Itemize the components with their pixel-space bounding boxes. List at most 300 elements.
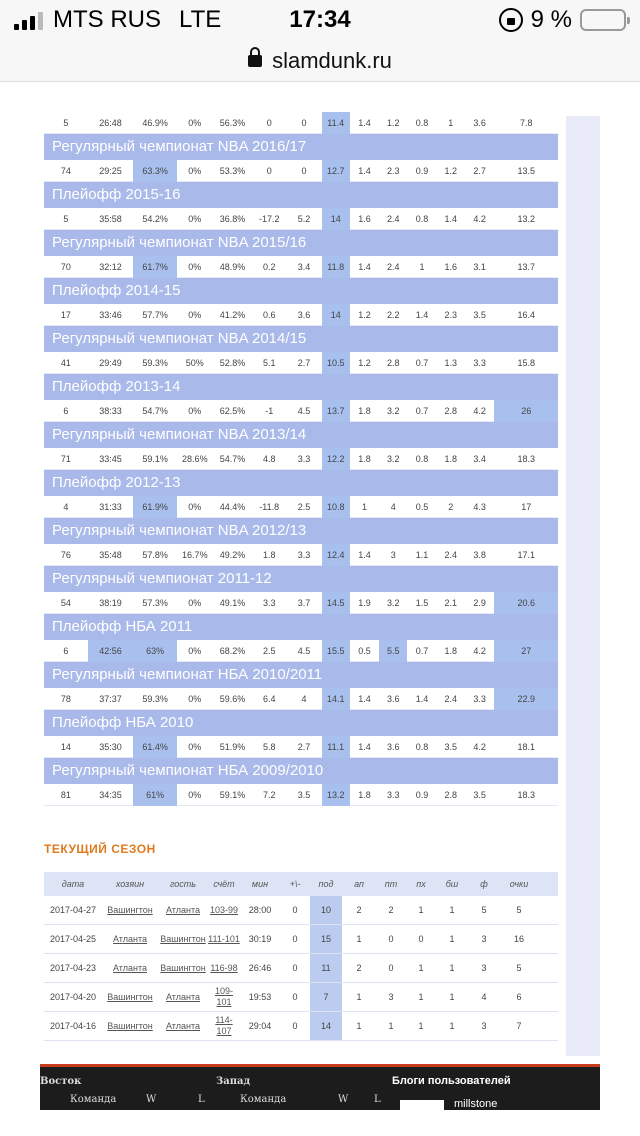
game-cell: 16: [513, 934, 524, 944]
stats-cell: 54.7%: [142, 405, 168, 416]
stats-cell: 0%: [188, 741, 202, 752]
stats-cell: 15.8: [517, 357, 535, 368]
game-cell: 11: [310, 954, 342, 982]
stats-row: [44, 160, 558, 182]
stats-cell: 29:49: [99, 357, 122, 368]
stats-cell: 7.2: [262, 789, 276, 800]
stats-cell: 11.1: [322, 736, 350, 758]
stats-cell: 4.5: [297, 645, 311, 656]
stats-cell: 32:12: [99, 261, 122, 272]
stats-cell: 1.8: [358, 789, 371, 800]
stats-cell: 7.8: [519, 117, 533, 128]
stats-cell: 54.2%: [142, 213, 168, 224]
stats-cell: 0%: [188, 117, 202, 128]
stats-cell: 1.4: [444, 213, 458, 224]
stats-cell: 0.8: [415, 117, 429, 128]
game-cell: 2: [388, 905, 394, 915]
stats-cell: 2.4: [386, 213, 400, 224]
stats-cell: 53.3%: [219, 165, 246, 176]
game-cell: 1: [418, 963, 424, 973]
stats-cell: 1.1: [415, 549, 429, 560]
stats-cell: 5.1: [262, 357, 276, 368]
stats-cell: -11.8: [259, 501, 280, 512]
column-header[interactable]: под: [318, 879, 334, 889]
game-cell: 28:00: [248, 905, 272, 915]
stats-cell: 76: [60, 549, 71, 560]
east-conference-label: Восток: [40, 1076, 82, 1087]
url-domain[interactable]: slamdunk.ru: [272, 47, 392, 73]
stats-cell: 0.5: [358, 645, 371, 656]
stats-cell: 0.7: [415, 645, 429, 656]
stats-cell: 0%: [188, 213, 202, 224]
stats-cell: 6.4: [262, 693, 276, 704]
season-header: Плейофф НБА 2010: [44, 710, 558, 736]
season-header: Плейофф 2014-15: [44, 278, 558, 304]
west-team-column: Команда: [240, 1094, 287, 1105]
west-wins-column: W: [338, 1094, 349, 1105]
game-cell: 0: [292, 963, 298, 973]
stats-cell: 16.4: [517, 309, 535, 320]
game-cell: 0: [292, 1021, 298, 1031]
stats-cell: 63%: [133, 640, 177, 662]
stats-cell: 13.7: [322, 400, 350, 422]
status-bar: [0, 0, 640, 40]
home-team-link[interactable]: Атланта: [113, 934, 147, 944]
game-cell: 14: [310, 1012, 342, 1040]
stats-cell: 33:45: [99, 453, 122, 464]
stats-cell: 2: [448, 501, 454, 512]
game-cell: 10: [310, 896, 342, 924]
home-team-link[interactable]: Вашингтон: [107, 992, 153, 1002]
game-cell: 19:53: [248, 992, 272, 1002]
stats-cell: 0.8: [415, 213, 429, 224]
stats-cell: 4: [63, 501, 69, 512]
stats-cell: 37:37: [99, 693, 122, 704]
game-cell: 0: [292, 905, 298, 915]
game-cell: 15: [310, 925, 342, 953]
stats-cell: 34:35: [99, 789, 122, 800]
stats-cell: 2.9: [473, 597, 486, 608]
stats-cell: 16.7%: [182, 549, 208, 560]
stats-cell: 61.7%: [133, 256, 177, 278]
stats-cell: 59.6%: [219, 693, 246, 704]
stats-cell: 63.3%: [133, 160, 177, 182]
stats-cell: 5: [63, 117, 69, 128]
home-team-link[interactable]: Атланта: [113, 963, 147, 973]
blog-avatar[interactable]: [400, 1100, 444, 1110]
east-team-column: Команда: [70, 1094, 117, 1105]
stats-cell: 11.8: [322, 256, 350, 278]
stats-row: [44, 784, 558, 806]
stats-cell: 3.3: [386, 789, 400, 800]
stats-cell: 4.2: [473, 213, 486, 224]
career-stats-table: [44, 112, 558, 806]
stats-cell: 2.8: [444, 405, 458, 416]
game-cell: 1: [449, 992, 455, 1002]
stats-cell: 4.2: [473, 741, 486, 752]
stats-cell: 0.7: [415, 357, 429, 368]
stats-cell: 59.3%: [142, 693, 168, 704]
column-header[interactable]: очки: [509, 879, 529, 889]
score-link[interactable]: 114-107: [215, 1015, 233, 1036]
stats-cell: 0: [301, 117, 307, 128]
stats-cell: 0: [266, 165, 272, 176]
stats-cell: 35:30: [99, 741, 122, 752]
stats-row: [44, 304, 558, 326]
stats-cell: 4.2: [473, 645, 486, 656]
stats-cell: 17.1: [517, 549, 535, 560]
game-cell: 1: [388, 1021, 394, 1031]
stats-cell: 1.2: [386, 117, 400, 128]
game-cell: 0: [388, 934, 394, 944]
game-cell: 5: [481, 905, 487, 915]
stats-cell: 1.8: [444, 645, 458, 656]
game-cell: 2: [356, 905, 362, 915]
game-cell: 5: [516, 963, 522, 973]
stats-cell: 18.1: [517, 741, 535, 752]
stats-cell: 38:33: [99, 405, 122, 416]
game-cell: 1: [356, 934, 362, 944]
stats-cell: 1.4: [358, 693, 371, 704]
stats-cell: 2.3: [386, 165, 400, 176]
url-bar[interactable]: [0, 40, 640, 82]
stats-cell: 20.6: [494, 592, 558, 614]
stats-row: [44, 544, 558, 566]
network-type: LTE: [179, 6, 222, 33]
stats-cell: 57.3%: [142, 597, 168, 608]
game-row: [44, 954, 558, 983]
user-blogs-heading[interactable]: Блоги пользователей: [392, 1075, 511, 1087]
stats-cell: 3.4: [473, 453, 486, 464]
game-row: [44, 1012, 558, 1041]
stats-cell: 13.7: [517, 261, 535, 272]
stats-cell: 13.2: [517, 213, 535, 224]
stats-row: [44, 448, 558, 470]
stats-cell: 10.8: [322, 496, 350, 518]
stats-cell: 11.4: [322, 112, 350, 134]
stats-cell: 59.1%: [219, 789, 246, 800]
stats-cell: 1.8: [444, 453, 458, 464]
stats-cell: 4.8: [262, 453, 276, 464]
stats-cell: 46.9%: [142, 117, 168, 128]
game-cell: 6: [516, 992, 522, 1002]
stats-cell: 44.4%: [219, 501, 246, 512]
stats-cell: 5.8: [262, 741, 276, 752]
stats-cell: 12.2: [322, 448, 350, 470]
game-cell: 29:04: [248, 1021, 272, 1031]
stats-cell: 2.7: [473, 165, 486, 176]
stats-cell: 3.6: [386, 693, 400, 704]
game-cell: 0: [292, 992, 298, 1002]
stats-cell: 81: [60, 789, 71, 800]
stats-cell: 3.8: [473, 549, 486, 560]
game-cell: 0: [418, 934, 424, 944]
stats-cell: 3: [390, 549, 396, 560]
stats-cell: 0%: [188, 693, 202, 704]
stats-cell: 1.4: [415, 693, 429, 704]
current-season-table: [44, 872, 558, 1041]
stats-cell: 35:48: [99, 549, 122, 560]
stats-cell: 14: [322, 208, 350, 230]
game-cell: 1: [418, 905, 424, 915]
game-cell: 7: [516, 1021, 522, 1031]
stats-cell: 1.8: [358, 453, 371, 464]
score-link[interactable]: 103-99: [209, 904, 239, 915]
stats-cell: 2.8: [386, 357, 400, 368]
stats-cell: 52.8%: [219, 357, 246, 368]
column-header[interactable]: ап: [354, 879, 364, 889]
stats-cell: 0: [301, 165, 307, 176]
game-cell: 5: [516, 905, 522, 915]
stats-cell: 48.9%: [219, 261, 246, 272]
stats-cell: 1.8: [358, 405, 371, 416]
stats-cell: 13.2: [322, 784, 350, 806]
stats-cell: 4.5: [297, 405, 311, 416]
stats-cell: 26: [494, 400, 558, 422]
stats-cell: 17: [60, 309, 71, 320]
column-header[interactable]: пт: [384, 879, 398, 889]
stats-cell: 0.8: [415, 741, 429, 752]
stats-cell: 2.4: [444, 693, 458, 704]
stats-cell: 3.2: [386, 597, 400, 608]
home-team-link[interactable]: Вашингтон: [107, 1021, 153, 1031]
west-losses-column: L: [374, 1094, 381, 1105]
stats-cell: 3.6: [386, 741, 400, 752]
stats-cell: 2.8: [444, 789, 458, 800]
stats-cell: 12.4: [322, 544, 350, 566]
game-cell: 2017-04-27: [49, 905, 97, 915]
home-team-link[interactable]: Вашингтон: [107, 905, 153, 915]
current-season-title: ТЕКУЩИЙ СЕЗОН: [44, 842, 156, 856]
season-header: Регулярный чемпионат NBA 2015/16: [44, 230, 558, 256]
column-header[interactable]: мин: [251, 879, 269, 889]
stats-cell: 3.3: [297, 549, 311, 560]
stats-cell: 15.5: [322, 640, 350, 662]
stats-row: [44, 640, 558, 662]
stats-cell: 3.6: [473, 117, 486, 128]
stats-cell: 18.3: [517, 453, 535, 464]
stats-cell: 33:46: [99, 309, 122, 320]
stats-row: [44, 688, 558, 710]
away-team-link[interactable]: Вашингтон: [160, 934, 206, 944]
stats-cell: 1.6: [358, 213, 371, 224]
blog-user-link[interactable]: millstone: [454, 1098, 498, 1110]
stats-cell: 3.2: [386, 405, 400, 416]
season-header: Регулярный чемпионат NBA 2013/14: [44, 422, 558, 448]
stats-cell: 0%: [188, 645, 202, 656]
stats-cell: 18.3: [517, 789, 535, 800]
stats-cell: 2.4: [386, 261, 400, 272]
current-season-header-row: [44, 872, 558, 896]
stats-cell: 56.3%: [219, 117, 246, 128]
stats-cell: 1.4: [358, 549, 371, 560]
game-cell: 0: [388, 963, 394, 973]
away-team-link[interactable]: Атланта: [166, 905, 200, 915]
stats-cell: 35:58: [99, 213, 122, 224]
away-team-link[interactable]: Атланта: [166, 992, 200, 1002]
column-header[interactable]: гость: [169, 879, 197, 889]
stats-cell: 0.2: [262, 261, 276, 272]
stats-cell: 68.2%: [219, 645, 246, 656]
stats-cell: 14: [322, 304, 350, 326]
game-cell: 4: [481, 992, 487, 1002]
stats-cell: 0.9: [415, 789, 429, 800]
stats-cell: 42:56: [88, 640, 134, 662]
stats-cell: 22.9: [494, 688, 558, 710]
column-header[interactable]: счёт: [213, 879, 235, 889]
stats-cell: 54.7%: [219, 453, 246, 464]
east-wins-column: W: [146, 1094, 157, 1105]
stats-cell: 0.7: [415, 405, 429, 416]
stats-cell: 57.7%: [142, 309, 168, 320]
stats-cell: -17.2: [258, 213, 280, 224]
score-link[interactable]: 116-98: [210, 962, 238, 973]
stats-cell: 49.1%: [219, 597, 246, 608]
stats-cell: 3.5: [297, 789, 311, 800]
stats-cell: 59.3%: [142, 357, 168, 368]
stats-cell: 71: [60, 453, 71, 464]
stats-cell: 1.4: [415, 309, 429, 320]
season-header: Регулярный чемпионат NBA 2016/17: [44, 134, 558, 160]
season-header: Регулярный чемпионат NBA 2012/13: [44, 518, 558, 544]
stats-cell: 1.2: [358, 309, 371, 320]
stats-cell: 4: [301, 693, 307, 704]
stats-cell: 0.8: [415, 453, 429, 464]
game-row: [44, 983, 558, 1012]
stats-cell: 5: [63, 213, 69, 224]
column-header[interactable]: бш: [445, 879, 459, 889]
stats-cell: 0%: [188, 501, 202, 512]
game-cell: 1: [449, 905, 455, 915]
stats-row: [44, 352, 558, 374]
stats-cell: 3.3: [473, 693, 486, 704]
page-side-panel: [566, 116, 600, 1056]
game-cell: 2017-04-16: [49, 1021, 97, 1031]
stats-row: [44, 592, 558, 614]
game-cell: 2: [356, 963, 362, 973]
stats-cell: 4: [390, 501, 396, 512]
game-cell: 7: [310, 983, 342, 1011]
stats-cell: 1.5: [415, 597, 429, 608]
score-link[interactable]: 111-101: [208, 933, 240, 944]
stats-cell: 70: [60, 261, 71, 272]
stats-cell: 38:19: [99, 597, 122, 608]
stats-cell: 1.3: [444, 357, 458, 368]
stats-cell: 2.3: [444, 309, 458, 320]
stats-cell: 0: [266, 117, 272, 128]
carrier-name: MTS RUS: [53, 6, 161, 33]
stats-cell: 51.9%: [219, 741, 246, 752]
column-header[interactable]: хозяин: [115, 879, 145, 889]
stats-cell: 59.1%: [142, 453, 168, 464]
game-cell: 1: [418, 1021, 424, 1031]
stats-row: [44, 208, 558, 230]
stats-cell: 2.5: [262, 645, 276, 656]
stats-cell: 1: [419, 261, 425, 272]
rotation-lock-icon: [499, 8, 523, 32]
stats-cell: 10.5: [322, 352, 350, 374]
column-header[interactable]: пх: [416, 879, 426, 889]
stats-cell: 14.5: [322, 592, 350, 614]
battery-icon: [580, 9, 626, 31]
stats-cell: 0.6: [262, 309, 276, 320]
stats-cell: 57.8%: [142, 549, 168, 560]
column-header[interactable]: ф: [480, 879, 488, 889]
stats-cell: 0.5: [415, 501, 429, 512]
stats-cell: 6: [63, 405, 69, 416]
stats-cell: 2.1: [444, 597, 458, 608]
stats-row: [44, 256, 558, 278]
stats-cell: 62.5%: [219, 405, 246, 416]
stats-cell: 0%: [188, 789, 202, 800]
game-cell: 1: [449, 963, 455, 973]
stats-cell: 3.6: [297, 309, 311, 320]
season-header: Плейофф 2012-13: [44, 470, 558, 496]
stats-cell: 3.5: [444, 741, 458, 752]
game-cell: 3: [481, 963, 487, 973]
stats-cell: 2.7: [297, 741, 311, 752]
column-header[interactable]: дата: [61, 879, 85, 889]
stats-cell: 26:48: [99, 117, 122, 128]
stats-cell: 2.4: [444, 549, 458, 560]
stats-cell: 3.1: [473, 261, 486, 272]
stats-row: [44, 112, 558, 134]
score-link[interactable]: 109-101: [214, 986, 233, 1007]
stats-cell: 3.7: [297, 597, 311, 608]
game-cell: 1: [449, 934, 455, 944]
clock: 17:34: [289, 6, 351, 33]
game-cell: 26:46: [248, 963, 272, 973]
game-row: [44, 896, 558, 925]
season-header: Регулярный чемпионат 2011-12: [44, 566, 558, 592]
stats-cell: 41: [60, 357, 71, 368]
padlock-icon: [248, 55, 262, 71]
stats-cell: -1: [265, 405, 274, 416]
stats-cell: 12.7: [322, 160, 350, 182]
stats-cell: 1.8: [262, 549, 276, 560]
stats-cell: 1.2: [358, 357, 371, 368]
season-header: Регулярный чемпионат NBA 2014/15: [44, 326, 558, 352]
stats-cell: 6: [63, 645, 69, 656]
season-header: Плейофф 2015-16: [44, 182, 558, 208]
stats-cell: 4.3: [473, 501, 486, 512]
stats-cell: 3.3: [262, 597, 276, 608]
stats-cell: 5.2: [297, 213, 311, 224]
stats-cell: 29:25: [99, 165, 122, 176]
stats-row: [44, 400, 558, 422]
game-cell: 1: [356, 992, 362, 1002]
stats-cell: 14.1: [322, 688, 350, 710]
column-header[interactable]: +\-: [289, 879, 301, 889]
away-team-link[interactable]: Атланта: [166, 1021, 200, 1031]
game-cell: 1: [418, 992, 424, 1002]
stats-cell: 3.3: [297, 453, 311, 464]
game-cell: 3: [481, 934, 487, 944]
stats-cell: 61.4%: [133, 736, 177, 758]
stats-cell: 78: [60, 693, 71, 704]
stats-cell: 0%: [188, 309, 202, 320]
away-team-link[interactable]: Вашингтон: [160, 963, 206, 973]
stats-cell: 2.2: [386, 309, 400, 320]
stats-cell: 31:33: [99, 501, 122, 512]
stats-cell: 28.6%: [182, 453, 208, 464]
game-cell: 2017-04-23: [49, 963, 97, 973]
stats-cell: 13.5: [517, 165, 535, 176]
stats-cell: 1.6: [444, 261, 458, 272]
stats-cell: 74: [60, 165, 71, 176]
stats-row: [44, 496, 558, 518]
season-header: Плейофф НБА 2011: [44, 614, 558, 640]
